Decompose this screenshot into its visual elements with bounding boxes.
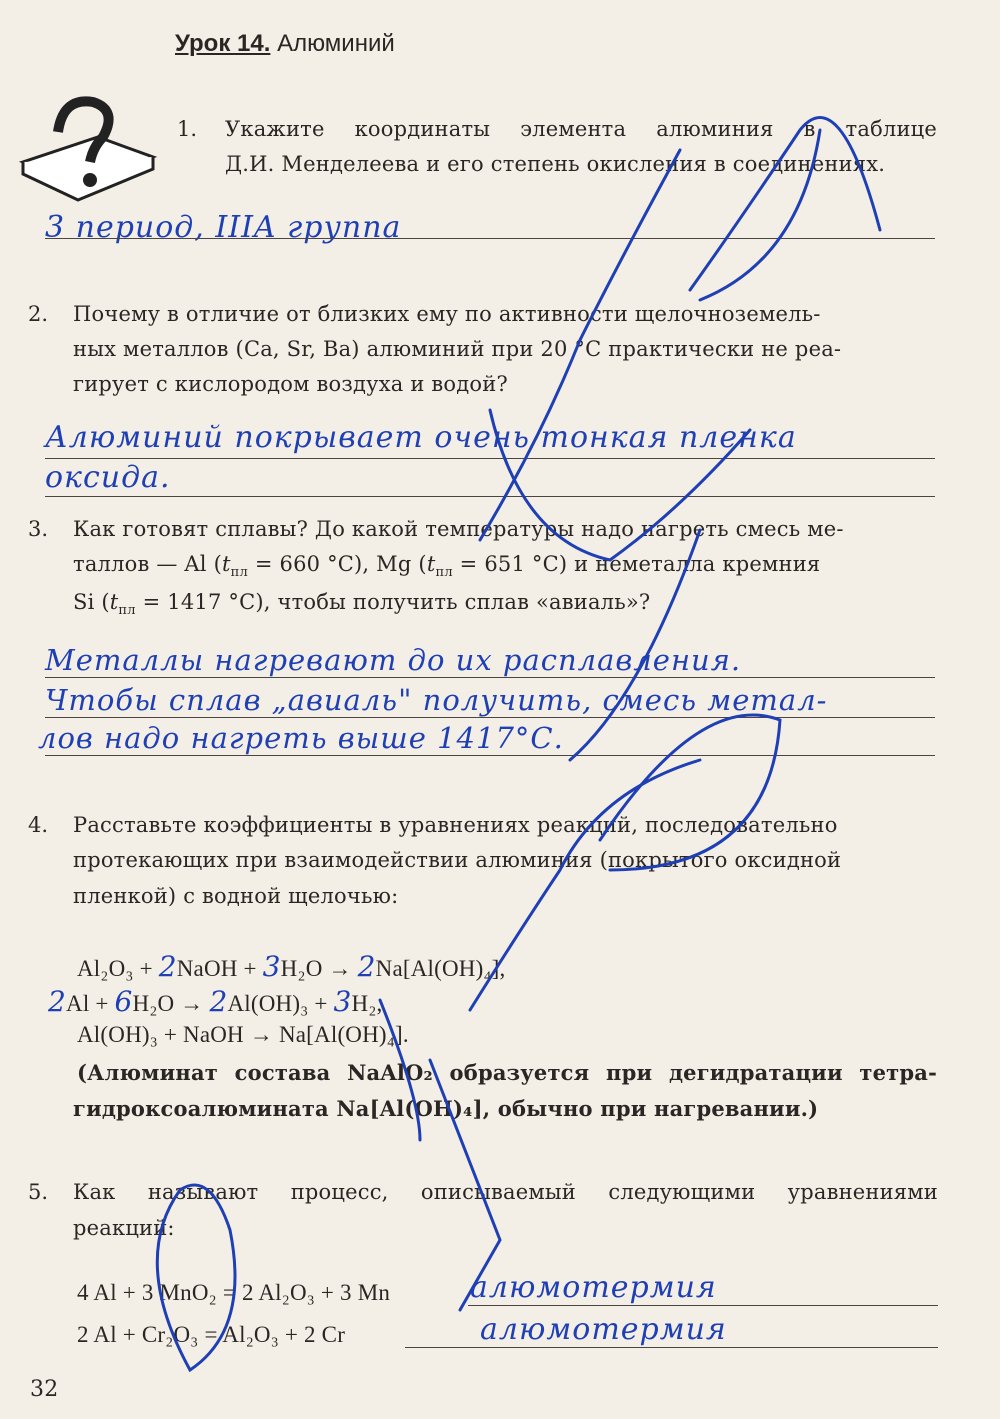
question-2-number: 2. bbox=[28, 302, 49, 326]
question-5-text: Как называют процесс, описываемый следующими уравнениями bbox=[73, 1180, 938, 1204]
question-book-icon bbox=[18, 92, 158, 212]
lesson-title bbox=[175, 30, 395, 58]
answer-5-2: алюмотермия bbox=[480, 1312, 727, 1347]
question-1-text: Д.И. Менделеева и его степень окисления в соединениях. bbox=[225, 152, 886, 176]
equation-5-2: 2 Al + Cr₂O₃ = Al₂O₃ + 2 Cr bbox=[77, 1322, 346, 1347]
question-4-text: пленкой) с водной щелочью: bbox=[73, 884, 399, 908]
question-5-number: 5. bbox=[28, 1180, 49, 1204]
answer-line bbox=[45, 717, 935, 718]
coefficient: 2 bbox=[48, 985, 67, 1018]
question-3-number: 3. bbox=[28, 517, 49, 541]
page-number: 32 bbox=[30, 1377, 59, 1402]
coefficient: 3 bbox=[262, 950, 281, 983]
question-5-text: реакций: bbox=[73, 1216, 175, 1240]
answer-line bbox=[45, 496, 935, 497]
question-4-number: 4. bbox=[28, 813, 49, 837]
question-3-text: Как готовят сплавы? До какой температуры надо нагреть смесь ме- bbox=[73, 517, 844, 541]
coefficient: 2 bbox=[357, 950, 376, 983]
answer-3: Чтобы сплав „авиаль" получить, смесь метал- bbox=[45, 683, 828, 717]
question-2-text: гирует с кислородом воздуха и водой? bbox=[73, 372, 508, 396]
question-1-number: 1. bbox=[177, 117, 198, 141]
answer-line bbox=[45, 238, 935, 239]
question-4-text: протекающих при взаимодействии алюминия (покрытого оксидной bbox=[73, 848, 842, 872]
answer-1: 3 период, IIIA группа bbox=[45, 210, 402, 245]
equation-5-1: 4 Al + 3 MnO₂ = 2 Al₂O₃ + 3 Mn bbox=[77, 1280, 391, 1305]
answer-5-1: алюмотермия bbox=[470, 1270, 717, 1305]
answer-2: Алюминий покрывает очень тонкая пленка bbox=[45, 420, 797, 455]
answer-2: оксида. bbox=[45, 460, 171, 495]
answer-line bbox=[45, 458, 935, 459]
question-3-text: Si ($t_{пл} = 1417$ °С), чтобы получить сплав «авиаль»? bbox=[73, 590, 651, 619]
equation-1: Al₂O₃ + 2NaOH + 3H₂O → 2Na[Al(OH)₄], bbox=[77, 950, 506, 983]
equation-3: Al(OH)₃ + NaOH → Na[Al(OH)₄]. bbox=[77, 1022, 409, 1047]
lesson-topic: Алюминий bbox=[277, 30, 395, 57]
coefficient: 3 bbox=[333, 985, 352, 1018]
question-1-text: Укажите координаты элемента алюминия в таблице bbox=[225, 117, 937, 141]
coefficient: 2 bbox=[158, 950, 177, 983]
question-2-text: Почему в отличие от близких ему по активности щелочноземель- bbox=[73, 302, 821, 326]
question-3-text: таллов — Al ($t_{пл} = 660$ °С), Mg ($t_{пл} = 651$ °С) и неметалла кремния bbox=[73, 552, 821, 581]
answer-line bbox=[405, 1347, 938, 1348]
question-2-text: ных металлов (Ca, Sr, Ba) алюминий при 20 °С практически не реа- bbox=[73, 337, 842, 361]
note: гидроксоалюмината Na[Al(OH)₄], обычно при нагревании.) bbox=[73, 1096, 819, 1121]
coefficient: 2 bbox=[209, 985, 228, 1018]
answer-line bbox=[468, 1305, 938, 1306]
answer-line bbox=[45, 755, 935, 756]
lesson-number: Урок 14. bbox=[175, 30, 271, 57]
coefficient: 6 bbox=[114, 985, 133, 1018]
note: (Алюминат состава NaAlO₂ образуется при дегидратации тетра- bbox=[77, 1060, 937, 1085]
answer-3: лов надо нагреть выше 1417°С. bbox=[38, 721, 564, 755]
answer-line bbox=[45, 677, 935, 678]
answer-3: Металлы нагревают до их расплавления. bbox=[45, 643, 742, 677]
question-4-text: Расставьте коэффициенты в уравнениях реакций, последовательно bbox=[73, 813, 838, 837]
equation-2: 2Al + 6H₂O → 2Al(OH)₃ + 3H₂, bbox=[48, 985, 383, 1018]
